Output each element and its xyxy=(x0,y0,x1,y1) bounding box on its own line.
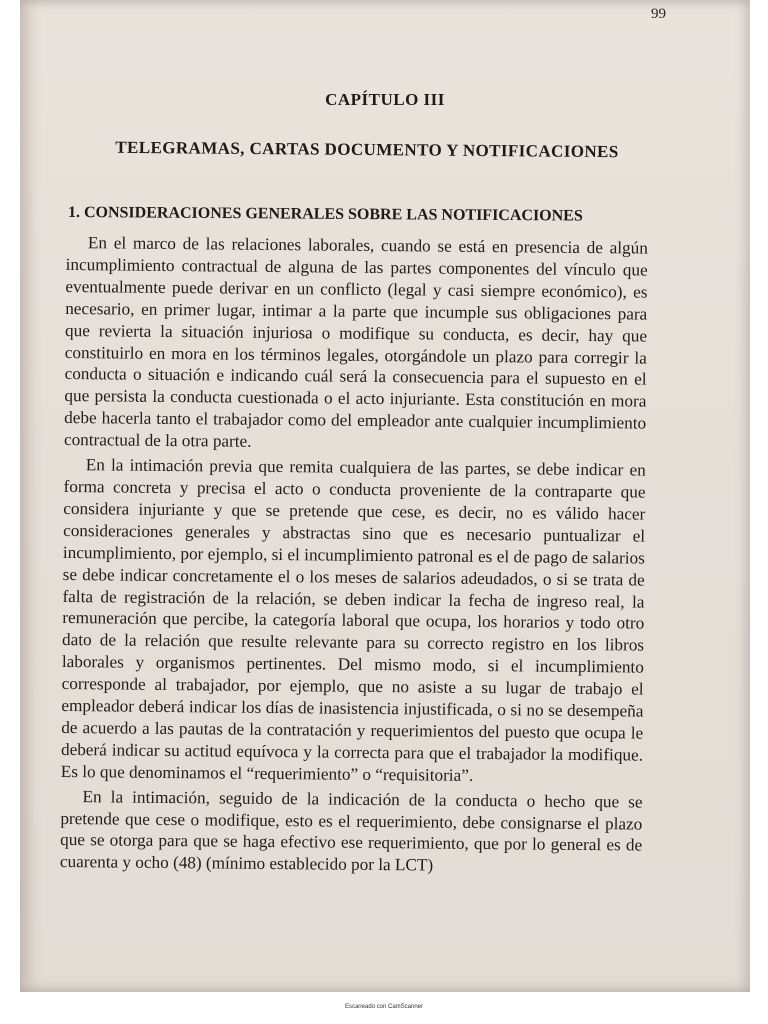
paragraph-1: En el marco de las relaciones laborales, cuando se está en presencia de algún incumplimiento contractual de alguna de las partes componentes del vínculo que eventualmente puede derivar en un conflicto (legal y casi siempre económico), es necesario, en primer lugar, intimar a la parte que incumple sus obligaciones para que revierta la situación injuriosa o modifique su conducta, es decir, hay que constituirlo en mora en los términos legales, otorgándole un plazo para corregir la conducta o situación e indicando cuál será la consecuencia para el supuesto en el que persista la conducta cuestionada o el acto injuriante. Esta constitución en mora debe hacerla tanto el trabajador como del empleador ante cualquier incumplimiento contractual de la otra parte. xyxy=(63,233,648,451)
page-number: 99 xyxy=(651,6,666,22)
chapter-title: CAPÍTULO III xyxy=(325,90,445,109)
scanner-watermark: Escaneado con CamScanner xyxy=(344,1004,424,1010)
book-page xyxy=(20,0,750,992)
body-text xyxy=(60,232,648,882)
paragraph-3: En la intimación, seguido de la indicación de la conducta o hecho que se pretende que cese o modifique, esto es el requerimiento, debe consignarse el plazo que se otorga para que se haga efectivo ese requerimiento, que por lo general es de cuarenta y ocho (48) (mínimo establecido por la LCT) xyxy=(59,786,643,875)
chapter-subtitle: TELEGRAMAS, CARTAS DOCUMENTO Y NOTIFICACIONES xyxy=(115,137,619,162)
paragraph-2: En la intimación previa que remita cualquiera de las partes, se debe indicar en forma concreta y precisa el acto o conducta proveniente de la contraparte que considera injuriante y que se pretende que cese, es decir, no es válido hacer consideraciones generales y abstractas sino que es necesario puntualizar el incumplimiento, por ejemplo, si el incumplimiento patronal es el de pago de salarios se debe indicar concretamente el o los meses de salarios adeudados, o si se trata de falta de registración de la relación, se deben indicar la fecha de ingreso real, la remuneración que percibe, la categoría laboral que ocupa, los horarios y todo otro dato de la relación que resulte relevante para su correcto registro en los libros laborales y organismos pertinentes. Del mismo modo, si el incumplimiento corresponde al trabajador, por ejemplo, que no asiste a su lugar de trabajo el empleador deberá indicar los días de inasistencia injustificada, o si no se desempeña de acuerdo a las pautas de la contratación y requerimientos del puesto que ocupa le deberá indicar su actitud equívoca y la correcta para que el trabajador la modifique. Es lo que denominamos el “requerimiento” o “requisitoria”. xyxy=(60,455,646,785)
section-heading: 1. CONSIDERACIONES GENERALES SOBRE LAS NOTIFICACIONES xyxy=(67,203,583,225)
